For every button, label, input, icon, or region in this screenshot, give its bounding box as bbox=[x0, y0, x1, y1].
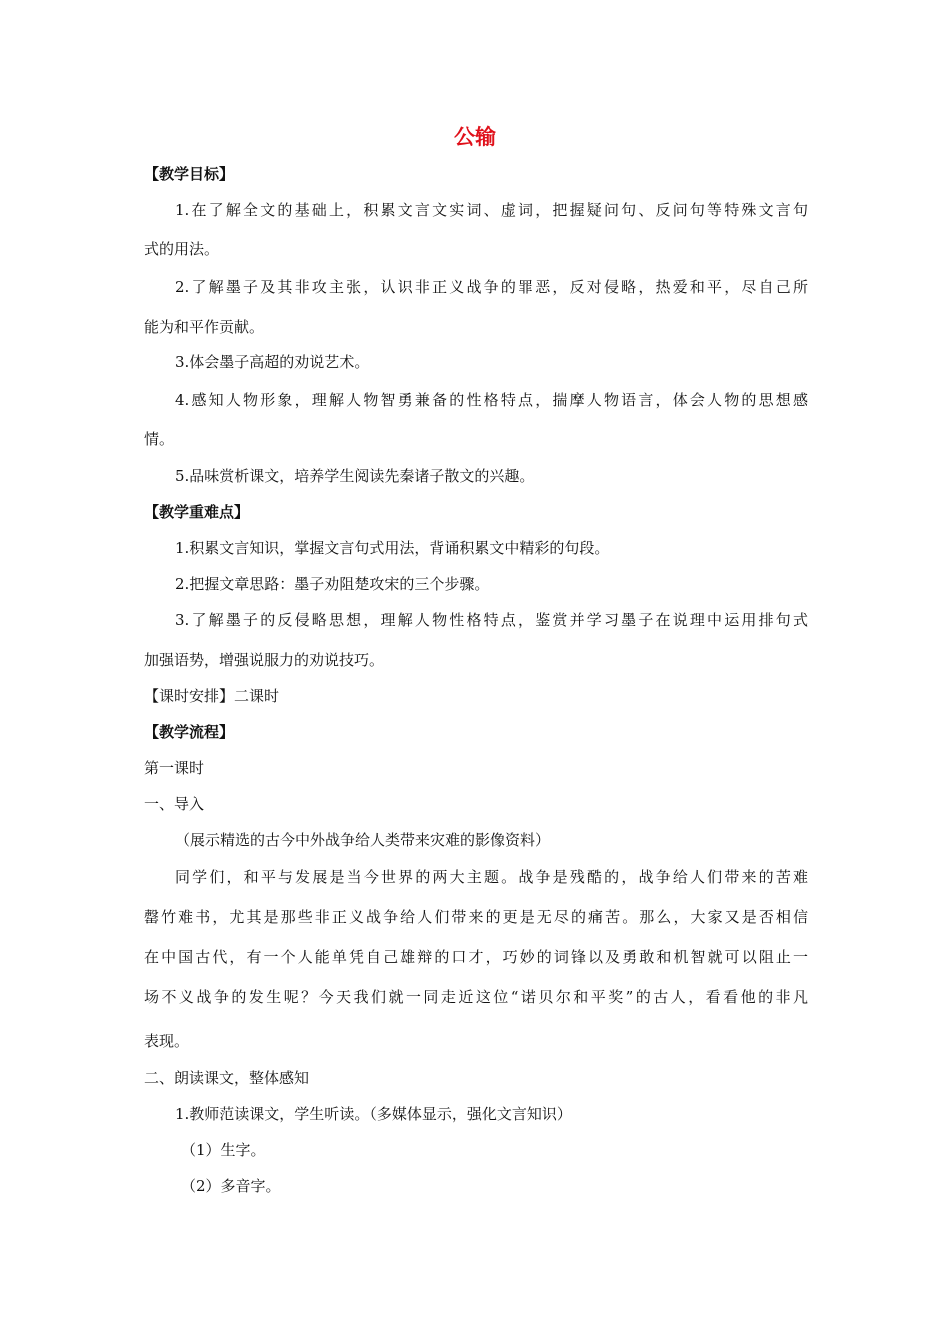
key-points-header: 【教学重难点】 bbox=[144, 503, 250, 521]
lesson-1-heading: 第一课时 bbox=[144, 759, 205, 777]
teaching-goals-header: 【教学目标】 bbox=[144, 165, 235, 183]
key-point-2: 2.把握文章思路：墨子劝阻楚攻宋的三个步骤。 bbox=[175, 575, 490, 593]
goal-2-line-1: 2.了解墨子及其非攻主张，认识非正义战争的罪恶，反对侵略，热爱和平，尽自己所 bbox=[175, 278, 808, 296]
intro-line-2: 罄竹难书，尤其是那些非正义战争给人们带来的更是无尽的痛苦。那么，大家又是否相信 bbox=[144, 908, 808, 926]
sub-item-2: （2）多音字。 bbox=[181, 1177, 281, 1195]
key-point-3-line-2: 加强语势，增强说服力的劝说技巧。 bbox=[144, 651, 385, 669]
key-point-1: 1.积累文言知识，掌握文言句式用法，背诵积累文中精彩的句段。 bbox=[175, 539, 610, 557]
teaching-process-header: 【教学流程】 bbox=[144, 723, 235, 741]
sub-item-1: （1）生字。 bbox=[181, 1141, 266, 1159]
part-1-heading: 一、导入 bbox=[144, 795, 205, 813]
goal-4-line-1: 4.感知人物形象，理解人物智勇兼备的性格特点，揣摩人物语言，体会人物的思想感 bbox=[175, 391, 808, 409]
class-schedule: 【课时安排】二课时 bbox=[144, 687, 280, 705]
goal-1-line-2: 式的用法。 bbox=[144, 240, 220, 258]
document-title: 公输 bbox=[454, 125, 496, 149]
key-point-3-line-1: 3.了解墨子的反侵略思想，理解人物性格特点，鉴赏并学习墨子在说理中运用排句式 bbox=[175, 611, 808, 629]
intro-line-1: 同学们，和平与发展是当今世界的两大主题。战争是残酷的，战争给人们带来的苦难 bbox=[175, 868, 808, 886]
goal-2-line-2: 能为和平作贡献。 bbox=[144, 318, 265, 336]
intro-line-5: 表现。 bbox=[144, 1032, 190, 1050]
intro-line-4: 场不义战争的发生呢？今天我们就一同走近这位“诺贝尔和平奖”的古人，看看他的非凡 bbox=[144, 988, 808, 1006]
part-2-heading: 二、朗读课文，整体感知 bbox=[144, 1069, 310, 1087]
media-note: （展示精选的古今中外战争给人类带来灾难的影像资料） bbox=[175, 831, 551, 849]
goal-1-line-1: 1.在了解全文的基础上，积累文言文实词、虚词，把握疑问句、反问句等特殊文言句 bbox=[175, 201, 808, 219]
goal-3: 3.体会墨子高超的劝说艺术。 bbox=[175, 353, 370, 371]
intro-line-3: 在中国古代，有一个人能单凭自己雄辩的口才，巧妙的词锋以及勇敢和机智就可以阻止一 bbox=[144, 948, 808, 966]
step-1: 1.教师范读课文，学生听读。（多媒体显示，强化文言知识） bbox=[175, 1105, 572, 1123]
goal-4-line-2: 情。 bbox=[144, 430, 175, 448]
goal-5: 5.品味赏析课文，培养学生阅读先秦诸子散文的兴趣。 bbox=[175, 467, 535, 485]
